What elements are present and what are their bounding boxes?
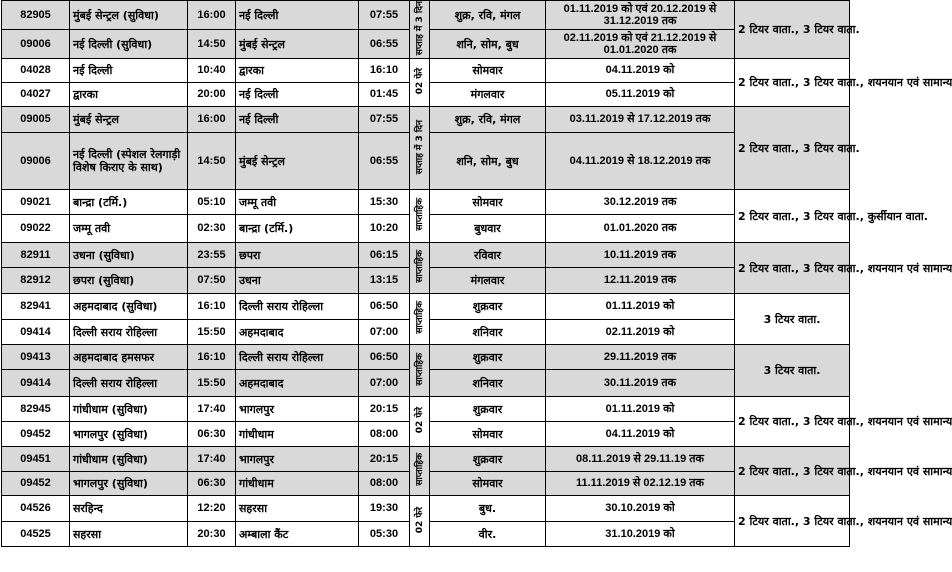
destination-station: नई दिल्ली — [236, 83, 359, 107]
coach-classes: 2 टियर वाता., 3 टियर वाता., शयनयान एवं सामान्य — [735, 447, 850, 496]
run-days: सोमवार — [430, 59, 546, 83]
destination-station: अम्बाला कैंट — [236, 522, 359, 547]
destination-station: सहरसा — [236, 496, 359, 522]
destination-station: बान्द्रा (टर्मि.) — [236, 215, 359, 243]
run-days: मंगलवार — [430, 268, 546, 294]
arrival-time: 06:50 — [359, 294, 410, 320]
arrival-time: 05:30 — [359, 522, 410, 547]
table-row — [2, 345, 850, 370]
run-days: बुधवार — [430, 215, 546, 243]
departure-time: 16:10 — [188, 294, 236, 320]
departure-time: 16:10 — [188, 345, 236, 370]
train-number: 82911 — [2, 243, 70, 268]
table-row — [2, 447, 850, 472]
run-dates: 01.11.2019 को — [546, 397, 735, 422]
destination-station: उधना — [236, 268, 359, 294]
frequency-label: साप्ताहिक — [414, 352, 425, 386]
run-dates: 01.11.2019 को — [546, 294, 735, 320]
frequency-label: साप्ताहिक — [414, 198, 425, 232]
departure-time: 16:00 — [188, 1, 236, 30]
arrival-time: 06:55 — [359, 133, 410, 190]
coach-classes: 3 टियर वाता. — [735, 345, 850, 397]
destination-station: नई दिल्ली — [236, 1, 359, 30]
run-days: वीर. — [430, 522, 546, 547]
run-days: बुध. — [430, 496, 546, 522]
run-dates: 04.11.2019 को — [546, 59, 735, 83]
frequency-label: 02 फेरे — [414, 506, 425, 533]
run-dates: 02.11.2019 को एवं 21.12.2019 से 01.01.2020 तक — [546, 30, 735, 59]
origin-station: सहरसा — [70, 522, 188, 547]
departure-time: 02:30 — [188, 215, 236, 243]
origin-station: नई दिल्ली (स्पेशल रेलगाड़ी विशेष किराए के साथ) — [70, 133, 188, 190]
table-row — [2, 397, 850, 422]
destination-station: अहमदाबाद — [236, 320, 359, 345]
train-number: 04526 — [2, 496, 70, 522]
frequency-cell — [410, 59, 430, 107]
table-row — [2, 59, 850, 83]
arrival-time: 07:55 — [359, 1, 410, 30]
departure-time: 17:40 — [188, 397, 236, 422]
departure-time: 07:50 — [188, 268, 236, 294]
train-number: 09006 — [2, 133, 70, 190]
run-days: शनिवार — [430, 370, 546, 397]
train-number: 04027 — [2, 83, 70, 107]
departure-time: 15:50 — [188, 370, 236, 397]
train-schedule-table — [1, 0, 952, 547]
run-dates: 12.11.2019 तक — [546, 268, 735, 294]
departure-time: 14:50 — [188, 30, 236, 59]
origin-station: अहमदाबाद (सुविधा) — [70, 294, 188, 320]
train-number: 82905 — [2, 1, 70, 30]
destination-station: मुंबई सेन्ट्रल — [236, 133, 359, 190]
origin-station: मुंबई सेन्ट्रल — [70, 107, 188, 133]
run-days: सोमवार — [430, 472, 546, 496]
arrival-time: 16:10 — [359, 59, 410, 83]
departure-time: 10:40 — [188, 59, 236, 83]
departure-time: 16:00 — [188, 107, 236, 133]
departure-time: 15:50 — [188, 320, 236, 345]
run-days: सोमवार — [430, 422, 546, 447]
frequency-label: साप्ताहिक — [414, 301, 425, 335]
arrival-time: 08:00 — [359, 472, 410, 496]
run-dates: 30.11.2019 तक — [546, 370, 735, 397]
run-dates: 04.11.2019 से 18.12.2019 तक — [546, 133, 735, 190]
run-days: शुक्रवार — [430, 345, 546, 370]
frequency-label: सप्ताह में 3 दिन — [414, 119, 425, 174]
destination-station: भागलपुर — [236, 397, 359, 422]
run-dates: 02.11.2019 को — [546, 320, 735, 345]
origin-station: उधना (सुविधा) — [70, 243, 188, 268]
destination-station: जम्मू तवी — [236, 190, 359, 215]
train-number: 09452 — [2, 422, 70, 447]
destination-station: अहमदाबाद — [236, 370, 359, 397]
origin-station: सरहिन्द — [70, 496, 188, 522]
arrival-time: 06:50 — [359, 345, 410, 370]
origin-station: जम्मू तवी — [70, 215, 188, 243]
origin-station: नई दिल्ली (सुविधा) — [70, 30, 188, 59]
train-number: 04525 — [2, 522, 70, 547]
origin-station: बान्द्रा (टर्मि.) — [70, 190, 188, 215]
frequency-label: 02 फेरे — [414, 407, 425, 434]
run-dates: 01.11.2019 को एवं 20.12.2019 से 31.12.2019 तक — [546, 1, 735, 30]
coach-classes: 2 टियर वाता., 3 टियर वाता., शयनयान एवं सामान्य — [735, 397, 850, 447]
run-dates: 08.11.2019 से 29.11.19 तक — [546, 447, 735, 472]
coach-classes: 3 टियर वाता. — [735, 294, 850, 345]
arrival-time: 07:00 — [359, 370, 410, 397]
run-days: शनि, सोम, बुध — [430, 30, 546, 59]
arrival-time: 13:15 — [359, 268, 410, 294]
frequency-cell — [410, 397, 430, 447]
table-row — [2, 107, 850, 133]
run-days: शुक्रवार — [430, 294, 546, 320]
table-row — [2, 1, 850, 30]
table-row — [2, 190, 850, 215]
train-number: 82945 — [2, 397, 70, 422]
origin-station: भागलपुर (सुविधा) — [70, 422, 188, 447]
arrival-time: 06:55 — [359, 30, 410, 59]
origin-station: छपरा (सुविधा) — [70, 268, 188, 294]
train-number: 82912 — [2, 268, 70, 294]
departure-time: 17:40 — [188, 447, 236, 472]
arrival-time: 08:00 — [359, 422, 410, 447]
run-days: सोमवार — [430, 190, 546, 215]
run-dates: 10.11.2019 तक — [546, 243, 735, 268]
frequency-cell — [410, 1, 430, 59]
destination-station: गांधीधाम — [236, 422, 359, 447]
train-number: 09413 — [2, 345, 70, 370]
destination-station: नई दिल्ली — [236, 107, 359, 133]
train-number: 82941 — [2, 294, 70, 320]
run-days: शुक्रवार — [430, 397, 546, 422]
frequency-cell — [410, 447, 430, 496]
train-number: 09451 — [2, 447, 70, 472]
origin-station: भागलपुर (सुविधा) — [70, 472, 188, 496]
origin-station: द्वारका — [70, 83, 188, 107]
departure-time: 14:50 — [188, 133, 236, 190]
destination-station: गांधीधाम — [236, 472, 359, 496]
run-days: शुक्रवार — [430, 447, 546, 472]
departure-time: 06:30 — [188, 472, 236, 496]
arrival-time: 01:45 — [359, 83, 410, 107]
origin-station: नई दिल्ली — [70, 59, 188, 83]
coach-classes: 2 टियर वाता., 3 टियर वाता., कुर्सीयान वाता. — [735, 190, 850, 243]
run-days: शनिवार — [430, 320, 546, 345]
run-days: शनि, सोम, बुध — [430, 133, 546, 190]
frequency-cell — [410, 243, 430, 294]
departure-time: 20:00 — [188, 83, 236, 107]
run-dates: 11.11.2019 से 02.12.19 तक — [546, 472, 735, 496]
run-dates: 31.10.2019 को — [546, 522, 735, 547]
frequency-label: साप्ताहिक — [414, 250, 425, 284]
run-dates: 30.10.2019 को — [546, 496, 735, 522]
origin-station: गांधीधाम (सुविधा) — [70, 397, 188, 422]
frequency-cell — [410, 496, 430, 547]
table-row — [2, 243, 850, 268]
origin-station: मुंबई सेन्ट्रल (सुविधा) — [70, 1, 188, 30]
destination-station: दिल्ली सराय रोहिल्ला — [236, 294, 359, 320]
arrival-time: 20:15 — [359, 447, 410, 472]
frequency-label: सप्ताह में 3 दिन — [414, 1, 425, 56]
departure-time: 06:30 — [188, 422, 236, 447]
coach-classes: 2 टियर वाता., 3 टियर वाता., शयनयान एवं सामान्य — [735, 243, 850, 294]
arrival-time: 10:20 — [359, 215, 410, 243]
origin-station: दिल्ली सराय रोहिल्ला — [70, 370, 188, 397]
arrival-time: 06:15 — [359, 243, 410, 268]
arrival-time: 07:55 — [359, 107, 410, 133]
origin-station: अहमदाबाद हमसफर — [70, 345, 188, 370]
run-dates: 29.11.2019 तक — [546, 345, 735, 370]
arrival-time: 07:00 — [359, 320, 410, 345]
frequency-label: साप्ताहिक — [414, 453, 425, 487]
table-row — [2, 294, 850, 320]
arrival-time: 20:15 — [359, 397, 410, 422]
departure-time: 23:55 — [188, 243, 236, 268]
destination-station: छपरा — [236, 243, 359, 268]
frequency-cell — [410, 190, 430, 243]
frequency-cell — [410, 345, 430, 397]
train-number: 09452 — [2, 472, 70, 496]
train-number: 09414 — [2, 370, 70, 397]
arrival-time: 15:30 — [359, 190, 410, 215]
destination-station: मुंबई सेन्ट्रल — [236, 30, 359, 59]
destination-station: द्वारका — [236, 59, 359, 83]
origin-station: गांधीधाम (सुविधा) — [70, 447, 188, 472]
destination-station: भागलपुर — [236, 447, 359, 472]
run-dates: 01.01.2020 तक — [546, 215, 735, 243]
coach-classes: 2 टियर वाता., 3 टियर वाता., शयनयान एवं सामान्य — [735, 59, 850, 107]
train-number: 09021 — [2, 190, 70, 215]
departure-time: 20:30 — [188, 522, 236, 547]
run-days: शुक्र, रवि, मंगल — [430, 107, 546, 133]
train-number: 09414 — [2, 320, 70, 345]
run-days: मंगलवार — [430, 83, 546, 107]
run-dates: 04.11.2019 को — [546, 422, 735, 447]
frequency-label: 02 फेरे — [414, 68, 425, 95]
train-number: 09022 — [2, 215, 70, 243]
run-days: रविवार — [430, 243, 546, 268]
frequency-cell — [410, 107, 430, 190]
origin-station: दिल्ली सराय रोहिल्ला — [70, 320, 188, 345]
run-dates: 03.11.2019 से 17.12.2019 तक — [546, 107, 735, 133]
coach-classes: 2 टियर वाता., 3 टियर वाता., शयनयान एवं सामान्य — [735, 496, 850, 547]
frequency-cell — [410, 294, 430, 345]
arrival-time: 19:30 — [359, 496, 410, 522]
table-row — [2, 496, 850, 522]
departure-time: 12:20 — [188, 496, 236, 522]
destination-station: दिल्ली सराय रोहिल्ला — [236, 345, 359, 370]
train-number: 04028 — [2, 59, 70, 83]
run-dates: 30.12.2019 तक — [546, 190, 735, 215]
train-number: 09006 — [2, 30, 70, 59]
train-number: 09005 — [2, 107, 70, 133]
departure-time: 05:10 — [188, 190, 236, 215]
coach-classes: 2 टियर वाता., 3 टियर वाता. — [735, 1, 850, 59]
run-dates: 05.11.2019 को — [546, 83, 735, 107]
coach-classes: 2 टियर वाता., 3 टियर वाता. — [735, 107, 850, 190]
run-days: शुक्र, रवि, मंगल — [430, 1, 546, 30]
